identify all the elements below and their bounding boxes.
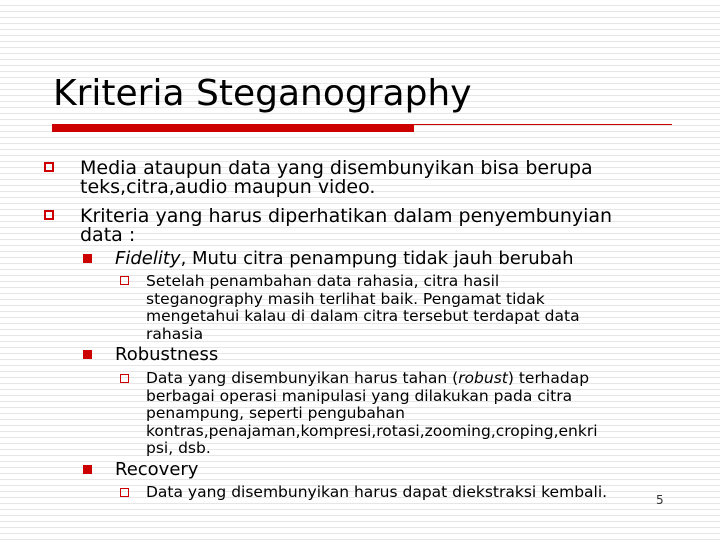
- item-fidelity: [115, 249, 574, 269]
- fidelity-detail-line-3: mengetahui kalau di dalam citra tersebut terdapat data: [146, 307, 580, 325]
- robustness-detail-line-5: psi, dsb.: [146, 439, 211, 457]
- title-underline-thick: [52, 124, 414, 132]
- hollow-square-bullet-icon: [44, 210, 54, 220]
- robustness-detail-line-4: kontras,penajaman,kompresi,rotasi,zooming,croping,enkri: [146, 421, 598, 440]
- robustness-detail-line-2: berbagai operasi manipulasi yang dilakukan pada citra: [146, 386, 573, 405]
- bullet-2-line-1: Kriteria yang harus diperhatikan dalam penyembunyian: [80, 205, 613, 227]
- recovery-detail-line-1: Data yang disembunyikan harus dapat diekstraksi kembali.: [146, 483, 608, 501]
- bullet-1-line-1: Media ataupun data yang disembunyikan bisa berupa: [80, 157, 593, 179]
- fidelity-description: , Mutu citra penampung tidak jauh berubah: [180, 248, 574, 269]
- recovery-detail: [146, 484, 607, 502]
- bullet-2-text: [80, 207, 612, 245]
- page-number: 5: [656, 493, 664, 507]
- slide-title: Kriteria Steganography: [53, 73, 472, 114]
- solid-square-bullet-icon: [83, 254, 92, 263]
- fidelity-detail-line-4: rahasia: [146, 324, 204, 343]
- fidelity-detail-line-2: steganography masih terlihat baik. Pengamat tidak: [146, 289, 545, 308]
- robustness-detail: [146, 370, 598, 458]
- robustness-detail-after: ) terhadap: [507, 369, 590, 387]
- fidelity-detail-line-1: Setelah penambahan data rahasia, citra hasil: [146, 272, 500, 290]
- robustness-detail-italic: robust: [458, 369, 508, 387]
- bullet-1-text: [80, 159, 593, 197]
- hollow-square-bullet-icon: [120, 374, 129, 383]
- solid-square-bullet-icon: [83, 350, 92, 359]
- bullet-2-line-2: data :: [80, 224, 136, 246]
- hollow-square-bullet-icon: [120, 276, 129, 285]
- bullet-1-line-2: teks,citra,audio maupun video.: [80, 176, 376, 198]
- item-robustness: Robustness: [115, 344, 219, 365]
- item-recovery: Recovery: [115, 459, 199, 480]
- fidelity-term: Fidelity: [115, 248, 181, 269]
- hollow-square-bullet-icon: [120, 488, 129, 497]
- robustness-detail-line-3: penampung, seperti pengubahan: [146, 404, 405, 422]
- fidelity-detail: [146, 273, 580, 343]
- hollow-square-bullet-icon: [44, 162, 54, 172]
- solid-square-bullet-icon: [83, 465, 92, 474]
- robustness-detail-before: Data yang disembunyikan harus tahan (: [146, 369, 459, 387]
- robustness-detail-line-1: [146, 370, 598, 388]
